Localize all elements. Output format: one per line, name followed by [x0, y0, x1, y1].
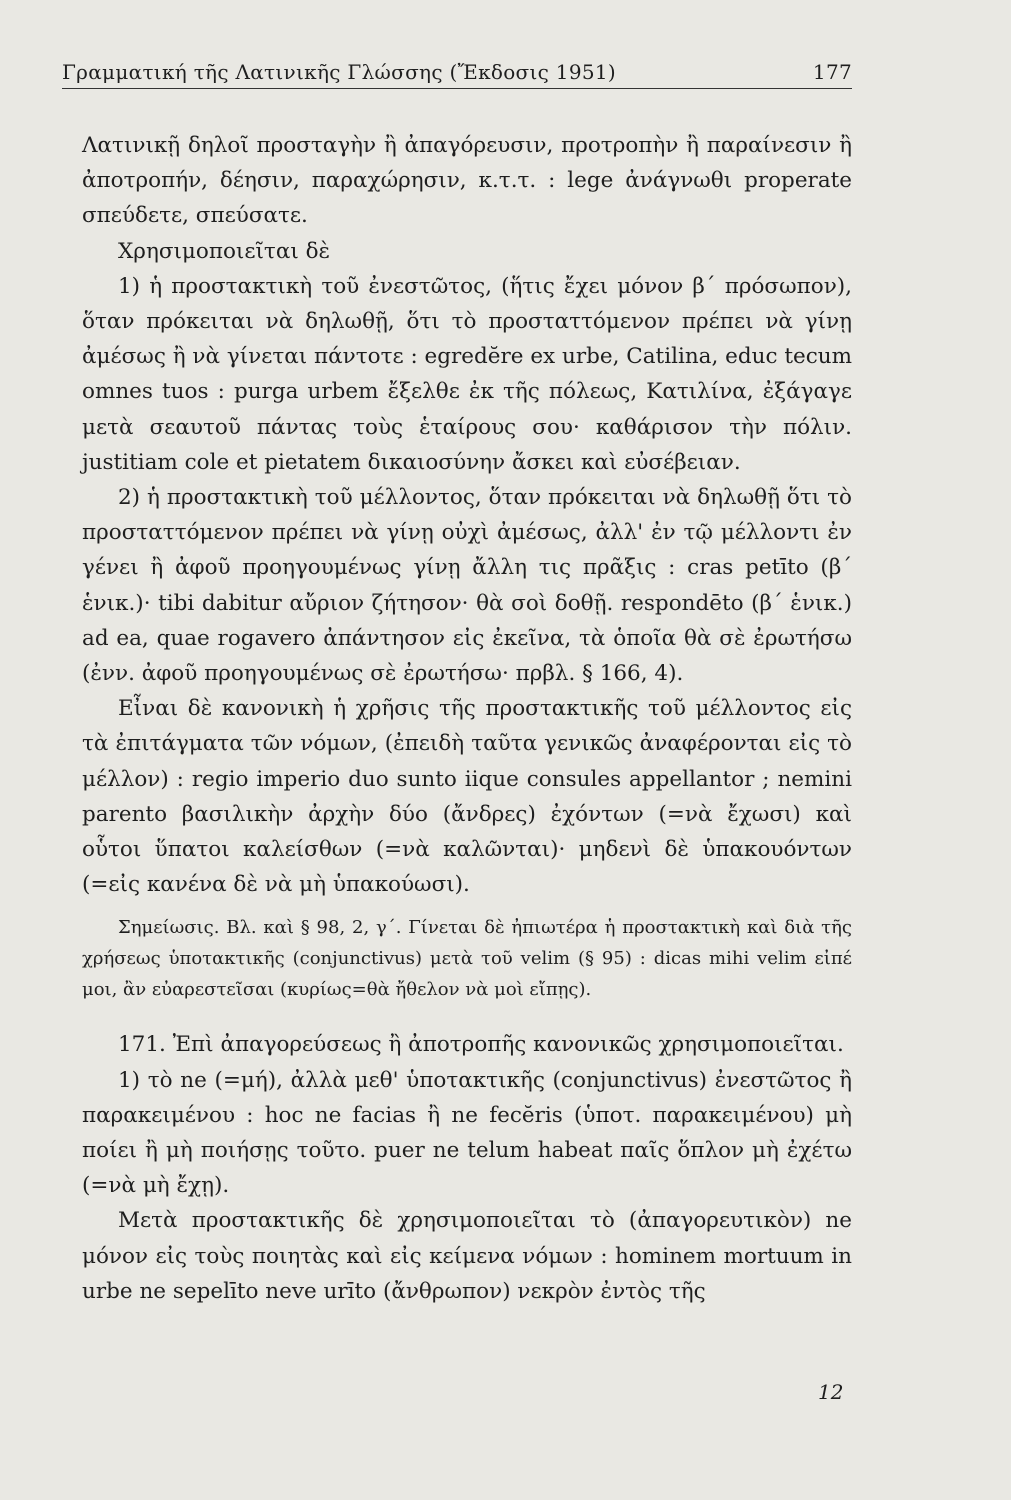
- paragraph-8: Μετὰ προστακτικῆς δὲ χρησιμοποιεῖται τὸ (ἀπαγορευτικὸν) ne μόνον εἰς τοὺς ποιητὰς καὶ εἰς κείμενα νόμων : hominem mortuum in urbe ne sepelīto neve urīto (ἄνθρωπον) νεκρὸν ἐντὸς τῆς: [82, 1208, 852, 1304]
- paragraph-4: 2) ἡ προστακτικὴ τοῦ μέλλοντος, ὅταν πρόκειται νὰ δηλωθῇ ὅτι τὸ προσταττόμενον πρέπει νὰ γίνῃ οὐχὶ ἀμέσως, ἀλλ' ἐν τῷ μέλλοντι ἐν γένει ἢ ἀφοῦ προηγουμένως γίνῃ ἄλλη τις πρᾶξις : cras petīto (β΄ ἑνικ.)· tibi dabitur αὔριον ζήτησον· θὰ σοὶ δοθῇ. respondēto (β΄ ἑνικ.) ad ea, quae rogavero ἀπάντησον εἰς ἐκεῖνα, τὰ ὁποῖα θὰ σὲ ἐρωτήσω (ἐνν. ἀφοῦ προηγουμένως σὲ ἐρωτήσω· πρβλ. § 166, 4).: [82, 485, 852, 687]
- running-header: [62, 60, 852, 89]
- paragraph-2: Χρησιμοποιεῖται δὲ: [118, 238, 331, 264]
- main-text: [82, 128, 852, 1309]
- page-number: 177: [812, 60, 852, 84]
- paragraph-3: 1) ἡ προστακτικὴ τοῦ ἐνεστῶτος, (ἥτις ἔχει μόνον β΄ πρόσωπον), ὅταν πρόκειται νὰ δηλωθῇ, ὅτι τὸ προσταττόμενον πρέπει νὰ γίνῃ ἀμέσως ἢ νὰ γίνεται πάντοτε : egredĕre ex urbe, Catilina, educ tecum omnes tuos : purga urbem ἔξελθε ἐκ τῆς πόλεως, Κατιλίνα, ἐξάγαγε μετὰ σεαυτοῦ πάντας τοὺς ἑταίρους σου· καθάρισον τὴν πόλιν. justitiam cole et pietatem δικαιοσύνην ἄσκει καὶ εὐσέβειαν.: [82, 273, 853, 475]
- paragraph-7: 1) τὸ ne (=μή), ἀλλὰ μεθ' ὑποτακτικῆς (conjunctivus) ἐνεστῶτος ἢ παρακειμένου : hoc ne facias ἢ ne fecĕris (ὑποτ. παρακειμένου) μὴ ποίει ἢ μὴ ποιήσῃς τοῦτο. puer ne telum habeat παῖς ὅπλον μὴ ἐχέτω (=νὰ μὴ ἔχῃ).: [82, 1067, 852, 1199]
- signature-mark: 12: [818, 1380, 844, 1404]
- paragraph-1: Λατινικῇ δηλοῖ προσταγὴν ἢ ἀπαγόρευσιν, προτροπὴν ἢ παραίνεσιν ἢ ἀποτροπήν, δέησιν, παραχώρησιν, κ.τ.τ. : lege ἀνάγνωθι properate σπεύδετε, σπεύσατε.: [82, 133, 852, 229]
- header-title: Γραμματική τῆς Λατινικῆς Γλώσσης (Ἔκδοσις 1951): [62, 60, 617, 84]
- section-171: 171. Ἐπὶ ἀπαγορεύσεως ἢ ἀποτροπῆς κανονικῶς χρησιμοποιεῖται.: [118, 1032, 844, 1058]
- paragraph-5: Εἶναι δὲ κανονικὴ ἡ χρῆσις τῆς προστακτικῆς τοῦ μέλλοντος εἰς τὰ ἐπιτάγματα τῶν νόμων, (ἐπειδὴ ταῦτα γενικῶς ἀναφέρονται εἰς τὸ μέλλον) : regio imperio duo sunto iique consules appellantor ; nemini parento βασιλικὴν ἀρχὴν δύο (ἄνδρες) ἐχόντων (=νὰ ἔχωσι) καὶ οὗτοι ὕπατοι καλείσθων (=νὰ καλῶνται)· μηδενὶ δὲ ὑπακουόντων (=εἰς κανένα δὲ νὰ μὴ ὑπακούωσι).: [82, 696, 852, 898]
- note-paragraph: Σημείωσις. Βλ. καὶ § 98, 2, γ΄. Γίνεται δὲ ἠπιωτέρα ἡ προστακτικὴ καὶ διὰ τῆς χρήσεως ὑποτακτικῆς (conjunctivus) μετὰ τοῦ velim (§ 95) : dicas mihi velim εἰπέ μοι, ἂν εὐαρεστεῖσαι (κυρίως=θὰ ἤθελον νὰ μοὶ εἴπῃς).: [82, 917, 852, 1001]
